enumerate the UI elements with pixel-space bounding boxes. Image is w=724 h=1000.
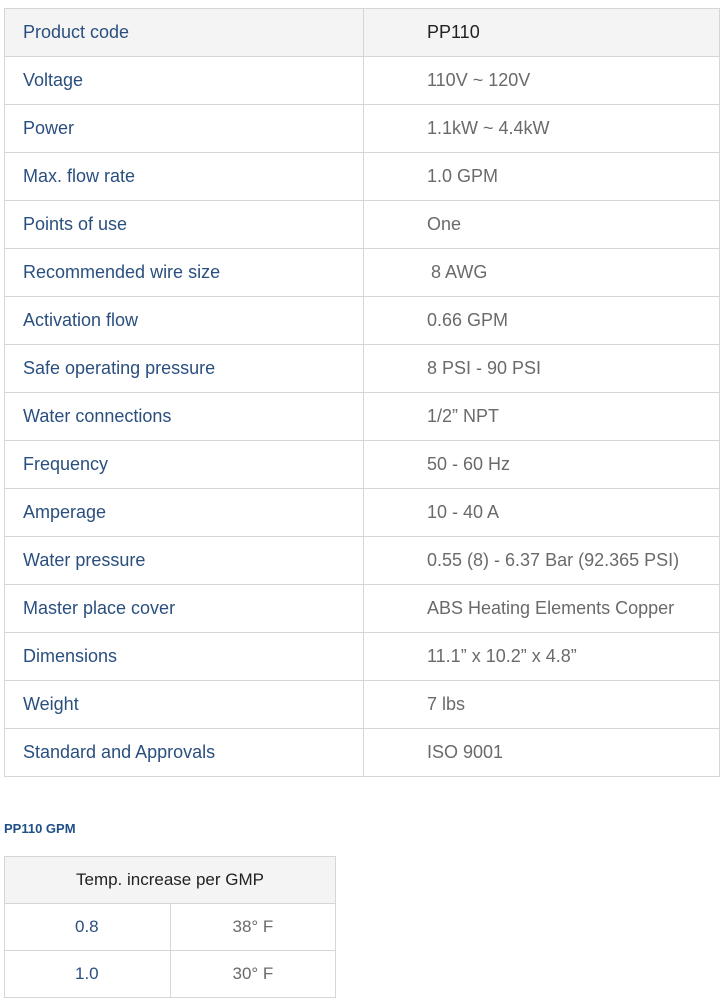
spec-label: Amperage xyxy=(5,489,364,537)
spec-label: Voltage xyxy=(5,57,364,105)
spec-label: Safe operating pressure xyxy=(5,345,364,393)
spec-value: 1.0 GPM xyxy=(364,153,720,201)
table-row xyxy=(5,681,720,729)
spec-label: Water pressure xyxy=(5,537,364,585)
spec-label: Activation flow xyxy=(5,297,364,345)
spec-label: Power xyxy=(5,105,364,153)
spec-value: 1/2” NPT xyxy=(364,393,720,441)
table-row xyxy=(5,9,720,57)
spec-label: Master place cover xyxy=(5,585,364,633)
table-row xyxy=(5,345,720,393)
table-row xyxy=(5,633,720,681)
table-row xyxy=(5,297,720,345)
table-row xyxy=(5,585,720,633)
spec-label: Points of use xyxy=(5,201,364,249)
spec-value: 8 PSI - 90 PSI xyxy=(364,345,720,393)
table-row xyxy=(5,249,720,297)
spec-label: Standard and Approvals xyxy=(5,729,364,777)
table-row xyxy=(5,393,720,441)
gpm-table-header: Temp. increase per GMP xyxy=(5,857,336,904)
table-row xyxy=(5,153,720,201)
table-row xyxy=(5,105,720,153)
spec-value: 1.1kW ~ 4.4kW xyxy=(364,105,720,153)
spec-value: 7 lbs xyxy=(364,681,720,729)
spec-label: Product code xyxy=(5,9,364,57)
flow-rate-cell: 1.0 xyxy=(5,951,171,998)
spec-label: Recommended wire size xyxy=(5,249,364,297)
spec-label: Weight xyxy=(5,681,364,729)
specifications-table xyxy=(4,8,720,777)
spec-value: ABS Heating Elements Copper xyxy=(364,585,720,633)
gpm-section-title: PP110 GPM xyxy=(4,821,76,836)
flow-rate-cell: 0.8 xyxy=(5,904,171,951)
spec-value: 8 AWG xyxy=(364,249,720,297)
table-row xyxy=(5,537,720,585)
spec-label: Frequency xyxy=(5,441,364,489)
table-row xyxy=(5,729,720,777)
table-row xyxy=(5,441,720,489)
spec-label: Water connections xyxy=(5,393,364,441)
spec-value: 11.1” x 10.2” x 4.8” xyxy=(364,633,720,681)
spec-value: ISO 9001 xyxy=(364,729,720,777)
table-row xyxy=(5,951,336,998)
table-row xyxy=(5,57,720,105)
spec-value: One xyxy=(364,201,720,249)
spec-label: Dimensions xyxy=(5,633,364,681)
table-header-row xyxy=(5,857,336,904)
table-row xyxy=(5,201,720,249)
gpm-table xyxy=(4,856,336,998)
temp-increase-cell: 38° F xyxy=(170,904,336,951)
spec-label: Max. flow rate xyxy=(5,153,364,201)
spec-value: PP110 xyxy=(364,9,720,57)
spec-value: 110V ~ 120V xyxy=(364,57,720,105)
spec-value: 0.55 (8) - 6.37 Bar (92.365 PSI) xyxy=(364,537,720,585)
spec-value: 10 - 40 A xyxy=(364,489,720,537)
spec-value: 0.66 GPM xyxy=(364,297,720,345)
temp-increase-cell: 30° F xyxy=(170,951,336,998)
table-row xyxy=(5,489,720,537)
spec-value: 50 - 60 Hz xyxy=(364,441,720,489)
table-row xyxy=(5,904,336,951)
